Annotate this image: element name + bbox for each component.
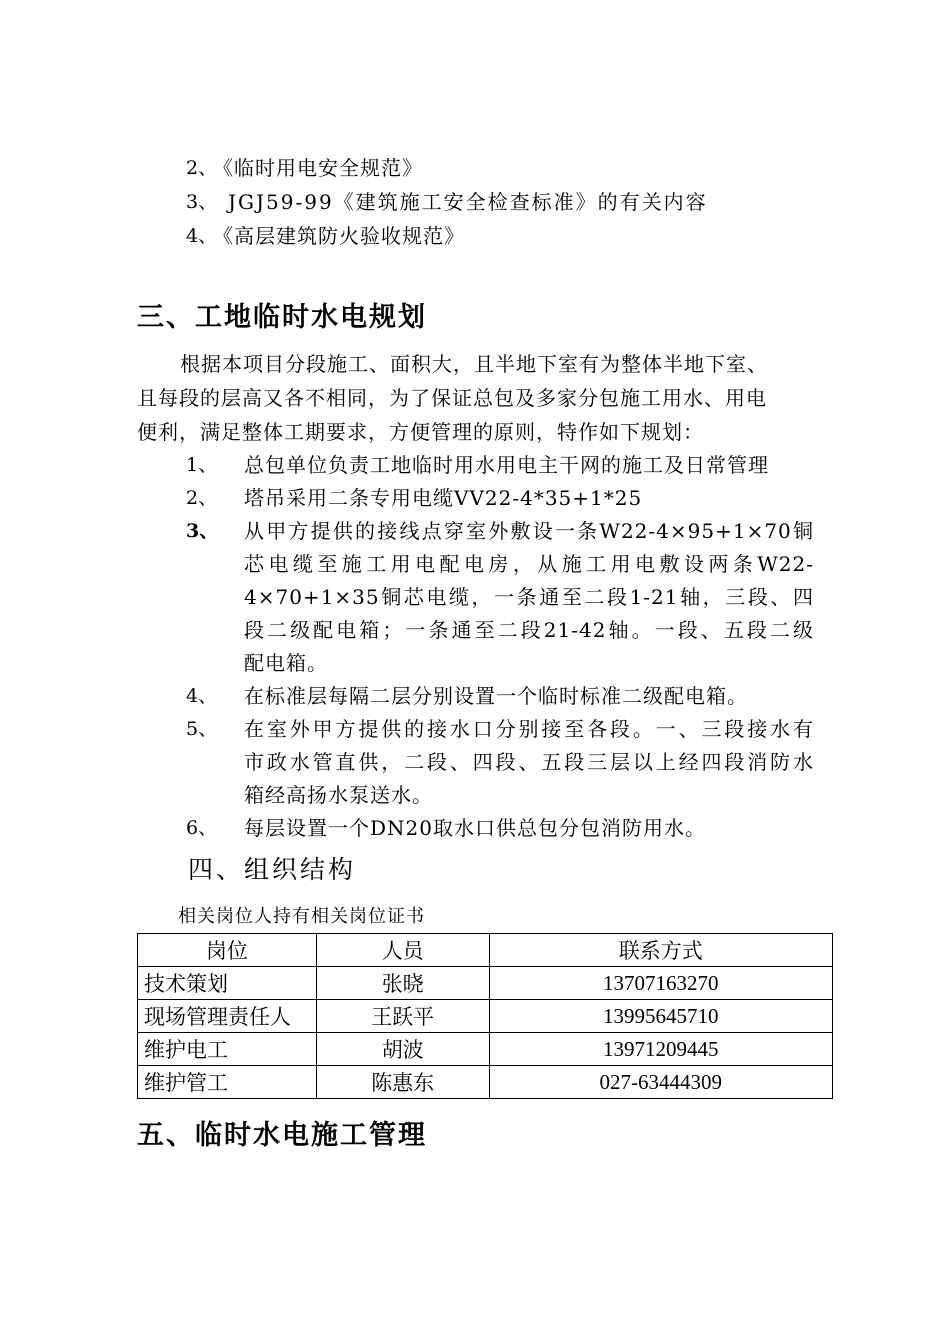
cell-person: 陈惠东 [316, 1066, 489, 1099]
reference-number: 4、 [186, 225, 218, 247]
section-heading: 三、工地临时水电规划 [137, 302, 427, 333]
item-line: 总包单位负责工地临时用水用电主干网的施工及日常管理 [244, 453, 769, 477]
item-line: 段二级配电箱；一条通至二段21-42轴。一段、五段二级 [244, 618, 814, 642]
cell-person: 王跃平 [316, 1000, 489, 1033]
item-line: 从甲方提供的接线点穿室外敷设一条W22-4×95+1×70铜 [244, 519, 814, 543]
table-row [138, 1033, 833, 1066]
staff-table [137, 933, 833, 1099]
reference-text: JGJ59-99《建筑施工安全检查标准》的有关内容 [228, 190, 708, 214]
item-number: 5、 [186, 718, 218, 740]
reference-text: 《临时用电安全规范》 [213, 156, 423, 180]
item-line: 市政水管直供，二段、四段、五段三层以上经四段消防水 [244, 750, 814, 774]
item-number: 3、 [186, 520, 219, 542]
cell-position: 现场管理责任人 [138, 1000, 317, 1033]
intro-line: 且每段的层高又各不相同，为了保证总包及多家分包施工用水、用电 [137, 386, 767, 410]
table-row [138, 1066, 833, 1099]
intro-line: 根据本项目分段施工、面积大，且半地下室有为整体半地下室、 [180, 352, 768, 376]
item-line: 在标准层每隔二层分别设置一个临时标准二级配电箱。 [244, 684, 748, 708]
item-number: 6、 [186, 817, 218, 839]
cell-contact: 027-63444309 [489, 1066, 832, 1099]
item-number: 1、 [186, 454, 218, 476]
table-caption: 相关岗位人持有相关岗位证书 [178, 906, 425, 927]
item-line: 塔吊采用二条专用电缆VV22-4*35+1*25 [244, 486, 643, 510]
reference-text: 《高层建筑防火验收规范》 [213, 224, 465, 248]
item-line: 在室外甲方提供的接水口分别接至各段。一、三段接水有 [244, 717, 814, 741]
item-line: 箱经高扬水泵送水。 [244, 783, 433, 807]
cell-contact: 13707163270 [489, 967, 832, 1000]
section-heading: 五、临时水电施工管理 [137, 1120, 427, 1151]
cell-person: 胡波 [316, 1033, 489, 1066]
section-heading: 四、组织结构 [188, 855, 357, 884]
item-line: 4×70+1×35铜芯电缆，一条通至二段1-21轴，三段、四 [244, 585, 814, 609]
table-row [138, 967, 833, 1000]
item-line: 配电箱。 [244, 651, 328, 675]
cell-position: 技术策划 [138, 967, 317, 1000]
table-row [138, 1000, 833, 1033]
reference-number: 2、 [186, 157, 218, 179]
item-line: 每层设置一个DN20取水口供总包分包消防用水。 [244, 816, 706, 840]
item-number: 4、 [186, 685, 218, 707]
table-header-row [138, 934, 833, 967]
reference-number: 3、 [186, 191, 218, 213]
cell-person: 张晓 [316, 967, 489, 1000]
cell-position: 维护电工 [138, 1033, 317, 1066]
intro-line: 便利，满足整体工期要求，方便管理的原则，特作如下规划： [137, 420, 704, 444]
column-header: 人员 [316, 934, 489, 967]
cell-contact: 13995645710 [489, 1000, 832, 1033]
cell-contact: 13971209445 [489, 1033, 832, 1066]
cell-position: 维护管工 [138, 1066, 317, 1099]
item-number: 2、 [186, 487, 218, 509]
column-header: 联系方式 [489, 934, 832, 967]
item-line: 芯电缆至施工用电配电房，从施工用电敷设两条W22- [244, 552, 814, 576]
column-header: 岗位 [138, 934, 317, 967]
